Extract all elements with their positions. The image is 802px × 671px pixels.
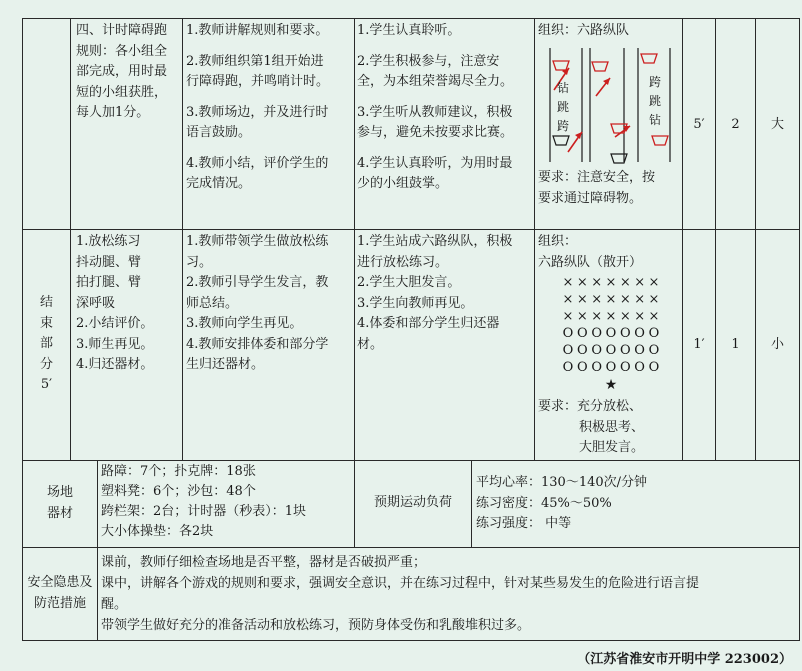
closing-intensity-value: 小 [770,337,784,352]
formation-o-row: O O O O O O O [562,343,660,358]
diagram-right-label-3: 钻 [649,113,662,127]
col-divider [471,460,472,547]
col-divider [715,18,716,460]
closing-requirement: 要求：充分放松、 积极思考、 大胆发言。 [538,399,645,455]
formation-o-row: O O O O O O O [562,326,660,341]
diagram-left-label-3: 跨 [557,119,570,133]
load-label: 预期运动负荷 [373,495,452,510]
col-divider [755,18,756,460]
school-footer: （江苏省淮安市开明中学 223002） [577,652,792,667]
count-value: 2 [731,117,740,132]
activity-content: 四、计时障碍跑 规则：各小组全 部完成，用时最 短的小组获胜， 每人加1分。 [76,23,168,120]
diagram-left-label-1: 钻 [557,81,570,95]
col-divider [97,460,98,547]
safety-label: 安全隐患及 防范措施 [27,575,93,611]
time-value: 5′ [693,117,705,132]
col-divider [682,18,683,460]
formation-x-row: × × × × × × × [562,309,660,324]
equipment-label: 场地 器材 [46,485,73,521]
formation-x-row: × × × × × × × [562,275,660,290]
formation-o-row: O O O O O O O [562,360,660,375]
formation-x-row: × × × × × × × [562,292,660,307]
equipment-list: 路障：7个；扑克牌：18张 塑料凳：6个；沙包：48个 跨栏架：2台；计时器（秒表）：1块 大小体操垫：各2块 [101,464,307,539]
closing-student-activities: 1.学生站成六路纵队，积极 进行放松练习。 2.学生大胆发言。 3.学生向教师再见。 4.体委和部分学生归还器 材。 [357,234,513,352]
obstacle-course-diagram [538,40,680,168]
organization-requirement: 要求：注意安全，按 要求通过障碍物。 [538,170,656,206]
table-border-bottom [22,640,800,641]
col-divider [70,18,71,460]
closing-time-value: 1′ [693,337,705,352]
closing-count-value: 1 [731,337,740,352]
closing-teacher-activities: 1.教师带领学生做放松练 习。 2.教师引导学生发言，教 师总结。 3.教师向学生再见。 4.教师安排体委和部分学 生归还器材。 [186,234,329,372]
diagram-left-label-2: 跳 [557,100,570,114]
diagram-right-label-2: 跳 [649,94,662,108]
teacher-star-icon: ★ [604,377,618,393]
col-divider [182,18,183,460]
row-divider [22,229,800,230]
diagram-right-label-1: 跨 [649,75,662,89]
closing-content: 1.放松练习 抖动腿、臂 拍打腿、臂 深呼吸 2.小结评价。 3.师生再见。 4.归还器材。 [76,234,154,372]
student-activities: 1.学生认真聆听。 2.学生积极参与，注意安 全，为本组荣誉竭尽全力。 3.学生听从教师建议，积极 参与，避免未按要求比赛。 4.学生认真聆听，为用时最 少的小组鼓掌。 [357,23,514,191]
table-border-top [22,18,800,19]
row-divider [22,547,800,548]
closing-organization: 组织： 六路纵队（散开） [538,234,643,270]
row-divider [22,460,800,461]
formation-diagram [561,274,661,394]
part-label: 结 束 部 分 5′ [39,295,53,392]
safety-measures: 课前，教师仔细检查场地是否平整，器材是否破损严重； 课中，讲解各个游戏的规则和要求，强调安全意识，并在练习过程中，针对某些易发生的危险进行语言提 醒。 带领学生做好充分的准备活动和放松练习，预防身体受伤和乳酸堆积过多。 [101,555,700,633]
organization-title: 组织：六路纵队 [538,23,630,38]
col-divider [354,18,355,460]
load-values: 平均心率：130～140次/分钟 练习密度：45%～50% 练习强度： 中等 [476,475,648,531]
intensity-value: 大 [770,117,784,132]
teacher-activities: 1.教师讲解规则和要求。 2.教师组织第1组开始进 行障碍跑，并鸣哨计时。 3.教师场边，并及进行时 语言鼓励。 4.教师小结，评价学生的 完成情况。 [186,23,330,191]
col-divider [97,547,98,640]
